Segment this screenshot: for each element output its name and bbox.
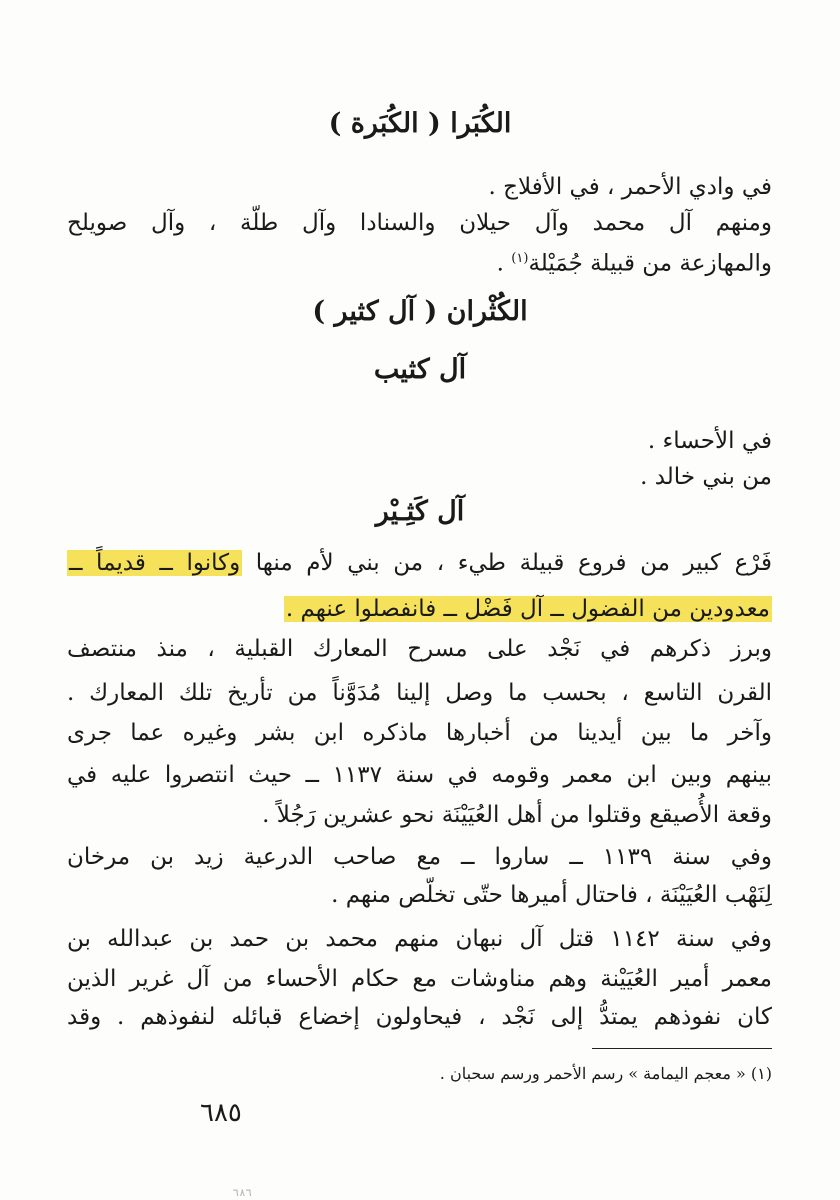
kathir-p3-line-1: وآخر ما بين أيدينا من أخبارها ماذكره ابن بشر وغيره عما جرى xyxy=(67,720,772,746)
kathir-p1-line-1 xyxy=(67,546,772,580)
kathib-line-2: من بني خالد . xyxy=(640,464,772,490)
bleed-through-text: ٦٨٦ xyxy=(232,1186,252,1196)
kathir-p1-line-2 xyxy=(284,592,772,626)
kathir-p4-line-1: وفي سنة ١١٣٩ ــ ساروا ــ مع صاحب الدرعية زيد بن مرخان xyxy=(67,844,773,870)
kathir-p5-line-1: وفي سنة ١١٤٢ قتل آل نبهان منهم محمد بن حمد بن عبدالله بن xyxy=(67,926,773,952)
kathib-line-1: في الأحساء . xyxy=(647,428,772,454)
page-number: ٦٨٥ xyxy=(200,1098,242,1128)
kathir-p3-line-3: وقعة الأُصيقع وقتلوا من أهل العُيَيْنَة نحو عشرين رَجُلاً . xyxy=(262,802,772,828)
kathir-p5-line-3: كان نفوذهم يمتدُّ إلى نَجْد ، فيحاولون إخضاع قبائله لنفوذهم . وقد xyxy=(67,1004,772,1030)
kathir-p5-line-2: معمر أمير العُيَيْنة وهم مناوشات مع حكام الأحساء من آل غرير الذين xyxy=(67,966,772,992)
footnote: (١) « معجم اليمامة » رسم الأحمر ورسم سحبان . xyxy=(439,1064,772,1083)
kathir-p2-line-2: القرن التاسع ، بحسب ما وصل إلينا مُدَوَّناً من تأريخ تلك المعارك . xyxy=(67,680,772,706)
kubra-line-3 xyxy=(497,242,772,281)
highlighted-text: معدودين من الفضول ــ آل فَضْل ــ فانفصلوا عنهم . xyxy=(285,596,770,622)
kubra-line-2: ومنهم آل محمد وآل حيلان والسنادا وآل طلّة ، وآل صويلح xyxy=(67,210,772,236)
footnote-divider xyxy=(592,1048,772,1049)
footnote-marker: (١) xyxy=(511,251,529,266)
heading-kathran: الكُثْران ( آل كثير ) xyxy=(312,296,528,327)
kubra-line-1: في وادي الأحمر ، في الأفلاج . xyxy=(488,174,772,200)
heading-kathib: آل كثيب xyxy=(373,354,467,385)
kubra-line-3-text: والمهازعة من قبيلة جُمَيْلة xyxy=(528,250,772,277)
kathir-p3-line-2: بينهم وبين ابن معمر وقومه في سنة ١١٣٧ ــ حيث انتصروا عليه في xyxy=(67,762,772,788)
heading-kubra: الكُبَرا ( الكُبَرة ) xyxy=(328,108,512,139)
kathir-p2-line-1: وبرز ذكرهم في نَجْد على مسرح المعارك القبلية ، منذ منتصف xyxy=(67,636,772,662)
kubra-line-3-end: . xyxy=(496,250,512,277)
kathir-p1-line-1-plain: فَرْع كبير من فروع قبيلة طيء ، من بني لأم منها xyxy=(242,550,772,576)
highlighted-text: وكانوا ــ قديماً ــ xyxy=(69,550,241,576)
kathir-p4-line-2: لِنَهْب العُيَيْنَة ، فاحتال أميرها حتّى تخلّص منهم . xyxy=(331,882,772,908)
heading-kathir: آل كَثِـيْر xyxy=(375,496,465,527)
